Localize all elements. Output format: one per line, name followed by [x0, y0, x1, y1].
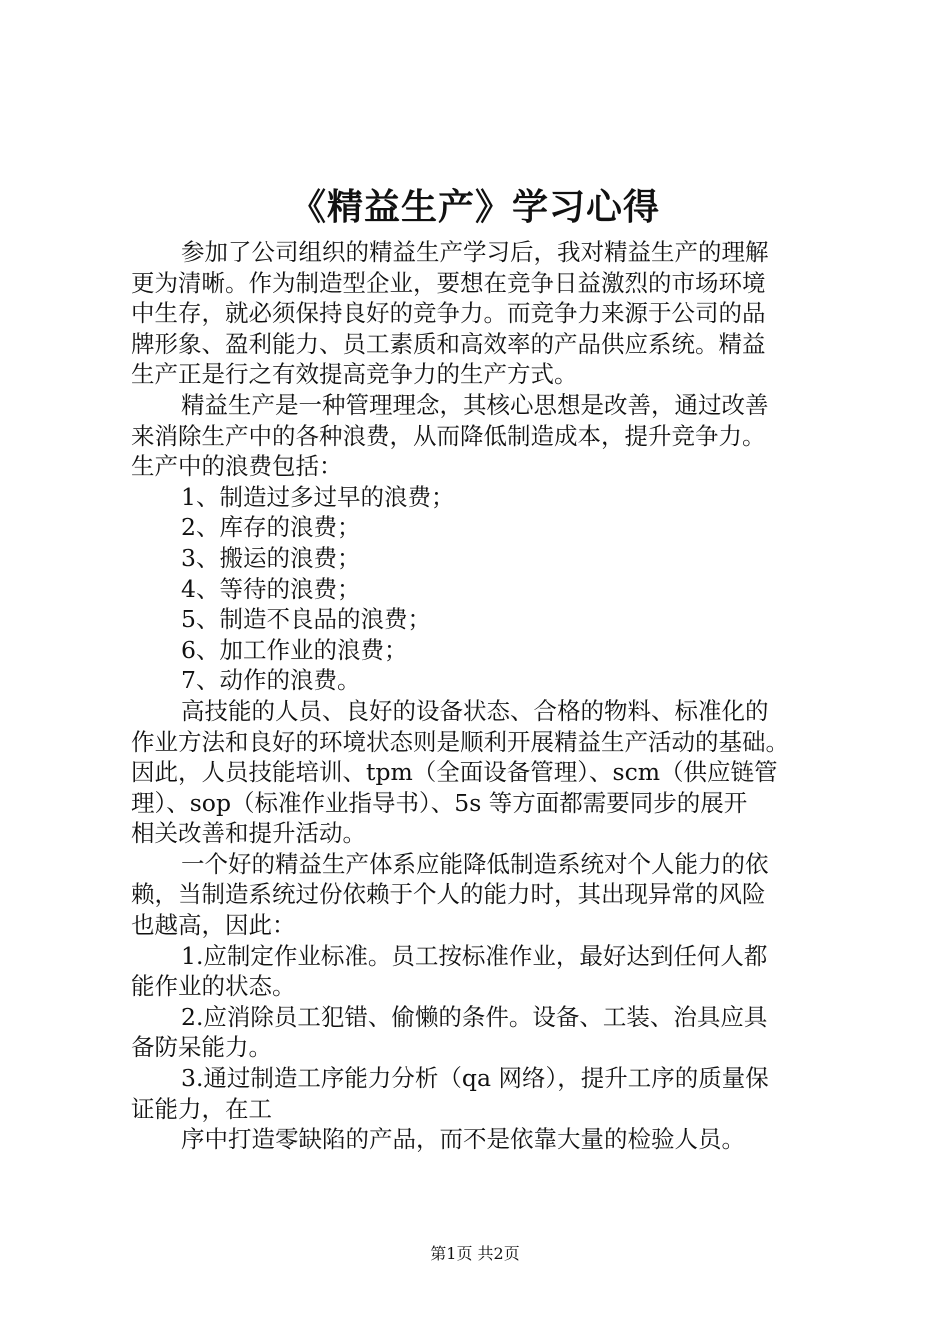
text-line: 更为清晰。作为制造型企业，要想在竞争日益激烈的市场环境	[131, 268, 766, 297]
text-line: 备防呆能力。	[131, 1033, 272, 1062]
text-line: 中生存，就必须保持良好的竞争力。而竞争力来源于公司的品	[131, 299, 766, 328]
text-line: 序中打造零缺陷的产品，而不是依靠大量的检验人员。	[181, 1125, 745, 1154]
page-footer: 第1页 共2页	[430, 1244, 520, 1263]
text-line: 能作业的状态。	[131, 972, 296, 1001]
document-body	[131, 237, 836, 1155]
text-line: 因此，人员技能培训、tpm（全面设备管理）、scm（供应链管	[131, 758, 778, 787]
text-line: 3、搬运的浪费；	[181, 543, 361, 572]
text-line: 牌形象、盈利能力、员工素质和高效率的产品供应系统。精益	[131, 329, 766, 358]
text-line: 3.通过制造工序能力分析（qa 网络），提升工序的质量保	[181, 1064, 769, 1093]
text-line: 高技能的人员、良好的设备状态、合格的物料、标准化的	[181, 696, 769, 725]
text-line: 参加了公司组织的精益生产学习后，我对精益生产的理解	[181, 238, 769, 266]
text-line: 理）、sop（标准作业指导书）、5s 等方面都需要同步的展开	[131, 788, 748, 817]
text-line: 来消除生产中的各种浪费，从而降低制造成本，提升竞争力。	[131, 421, 766, 450]
text-line: 2.应消除员工犯错、偷懒的条件。设备、工装、治具应具	[181, 1002, 768, 1031]
text-line: 作业方法和良好的环境状态则是顺利开展精益生产活动的基础。	[131, 727, 789, 756]
text-line: 证能力，在工	[131, 1094, 272, 1123]
text-line: 相关改善和提升活动。	[131, 819, 366, 848]
text-line: 一个好的精益生产体系应能降低制造系统对个人能力的依	[181, 849, 769, 878]
text-line: 6、加工作业的浪费；	[181, 635, 408, 664]
text-line: 生产中的浪费包括：	[131, 452, 343, 481]
text-line: 4、等待的浪费；	[181, 574, 361, 603]
text-line: 赖，当制造系统过份依赖于个人的能力时，其出现异常的风险	[131, 880, 766, 909]
text-line: 2、库存的浪费；	[181, 513, 361, 542]
text-line: 1.应制定作业标准。员工按标准作业，最好达到任何人都	[181, 941, 768, 970]
text-line: 精益生产是一种管理理念，其核心思想是改善，通过改善	[181, 390, 769, 419]
document-title: 《精益生产》学习心得	[289, 186, 660, 228]
text-line: 7、动作的浪费。	[181, 666, 361, 695]
text-line: 也越高，因此：	[131, 911, 296, 940]
text-line: 1、制造过多过早的浪费；	[181, 482, 455, 511]
text-line: 5、制造不良品的浪费；	[181, 605, 431, 634]
text-line: 生产正是行之有效提高竞争力的生产方式。	[131, 360, 578, 389]
